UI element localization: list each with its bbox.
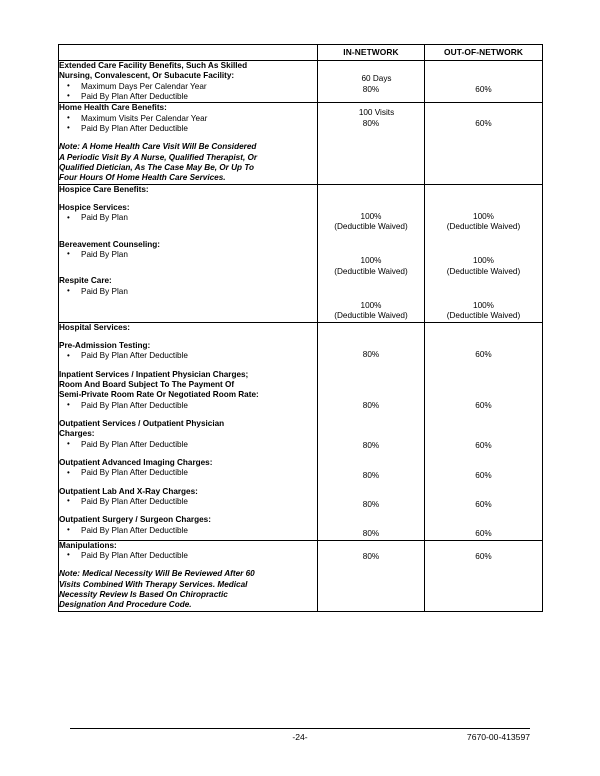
manipulations-note-line-4: Designation And Procedure Code. bbox=[59, 600, 192, 610]
hospice-description-cell bbox=[59, 184, 318, 322]
pre-admission-testing-in-network: 80% bbox=[362, 349, 380, 359]
bereavement-out-of-network-note: (Deductible Waived) bbox=[446, 266, 521, 276]
extended-care-in-network-cell bbox=[318, 61, 425, 103]
respite-out-of-network-note: (Deductible Waived) bbox=[446, 311, 521, 321]
home-health-note-line-1: Note: A Home Health Care Visit Will Be Considered bbox=[59, 142, 257, 152]
table-header-row bbox=[59, 45, 543, 61]
inpatient-services-title-line-1: Inpatient Services / Inpatient Physician Charges; bbox=[59, 369, 249, 379]
extended-care-max-days-value: 60 Days bbox=[361, 74, 392, 83]
footer-divider bbox=[70, 728, 530, 729]
outpatient-services-in-network: 80% bbox=[362, 441, 380, 451]
inpatient-services-in-network: 80% bbox=[362, 400, 380, 410]
extended-care-heading-line-2: Nursing, Convalescent, Or Subacute Facility: bbox=[59, 71, 235, 81]
inpatient-services-title-line-3: Semi-Private Room Rate Or Negotiated Room Rate: bbox=[59, 390, 259, 400]
manipulations-out-of-network-cell bbox=[425, 540, 543, 611]
manipulations-note-line-1: Note: Medical Necessity Will Be Reviewed After 60 bbox=[59, 569, 255, 579]
manipulations-description-cell bbox=[59, 540, 318, 611]
table-row-extended-care-facility bbox=[59, 61, 543, 103]
extended-care-out-of-network-paid: 60% bbox=[475, 85, 492, 94]
hospice-services-title: Hospice Services: bbox=[59, 202, 130, 212]
home-health-max-visits-value: 100 Visits bbox=[358, 108, 395, 118]
home-health-in-network-cell bbox=[318, 103, 425, 184]
home-health-out-of-network-paid: 60% bbox=[475, 119, 492, 129]
bereavement-in-network-note: (Deductible Waived) bbox=[334, 266, 408, 276]
hospital-services-in-network-cell bbox=[318, 322, 425, 540]
manipulations-in-network-value: 80% bbox=[362, 551, 380, 561]
column-header-out-of-network: OUT-OF-NETWORK bbox=[425, 45, 543, 61]
respite-care-item: • Paid By Plan bbox=[59, 287, 317, 297]
home-health-in-network-paid: 80% bbox=[362, 119, 380, 129]
manipulations-note-line-3: Necessity Review Is Based On Chiropractic bbox=[59, 589, 228, 599]
manipulations-item: • Paid By Plan After Deductible bbox=[59, 551, 317, 561]
respite-care-title: Respite Care: bbox=[59, 276, 112, 286]
home-health-note-line-3: Qualified Dietician, As The Case May Be, Or Up To bbox=[59, 162, 255, 172]
outpatient-advanced-imaging-out-of-network: 60% bbox=[475, 470, 492, 480]
outpatient-surgery-out-of-network: 60% bbox=[475, 529, 492, 539]
manipulations-heading: Manipulations: bbox=[59, 540, 117, 550]
outpatient-surgery-title: Outpatient Surgery / Surgeon Charges: bbox=[59, 515, 211, 525]
outpatient-services-item: • Paid By Plan After Deductible bbox=[59, 440, 317, 450]
inpatient-services-out-of-network: 60% bbox=[475, 400, 492, 410]
bereavement-in-network-value: 100% bbox=[360, 256, 382, 266]
bereavement-counseling-item: • Paid By Plan bbox=[59, 250, 317, 260]
pre-admission-testing-title: Pre-Admission Testing: bbox=[59, 340, 151, 350]
extended-care-item-max-days: • Maximum Days Per Calendar Year bbox=[59, 82, 317, 92]
outpatient-services-out-of-network: 60% bbox=[475, 441, 492, 451]
outpatient-services-title-line-1: Outpatient Services / Outpatient Physician bbox=[59, 418, 225, 428]
hospital-services-out-of-network-cell bbox=[425, 322, 543, 540]
inpatient-services-title-line-2: Room And Board Subject To The Payment Of bbox=[59, 379, 235, 389]
benefits-schedule-table bbox=[58, 44, 543, 612]
outpatient-services-title-line-2: Charges: bbox=[59, 429, 95, 439]
outpatient-lab-xray-title: Outpatient Lab And X-Ray Charges: bbox=[59, 486, 198, 496]
home-health-note-line-4: Four Hours Of Home Health Care Services. bbox=[59, 173, 226, 183]
hospice-services-in-network-note: (Deductible Waived) bbox=[334, 221, 408, 231]
outpatient-surgery-item: • Paid By Plan After Deductible bbox=[59, 526, 317, 536]
respite-out-of-network-value: 100% bbox=[473, 300, 494, 310]
manipulations-note-line-2: Visits Combined With Therapy Services. Medical bbox=[59, 579, 248, 589]
outpatient-advanced-imaging-in-network: 80% bbox=[362, 470, 380, 480]
outpatient-lab-xray-out-of-network: 60% bbox=[475, 499, 492, 509]
table-row-hospital-services bbox=[59, 322, 543, 540]
table-row-home-health-care bbox=[59, 103, 543, 184]
extended-care-item-paid-by-plan: • Paid By Plan After Deductible bbox=[59, 92, 317, 102]
footer-form-code: 7670-00-413597 bbox=[466, 732, 530, 742]
table-row-hospice-care bbox=[59, 184, 543, 322]
pre-admission-testing-item: • Paid By Plan After Deductible bbox=[59, 351, 317, 361]
manipulations-out-of-network-value: 60% bbox=[475, 551, 492, 561]
inpatient-services-item: • Paid By Plan After Deductible bbox=[59, 401, 317, 411]
hospice-services-out-of-network-note: (Deductible Waived) bbox=[446, 221, 521, 231]
hospital-services-heading: Hospital Services: bbox=[59, 322, 130, 332]
column-header-description bbox=[59, 45, 318, 61]
home-health-heading: Home Health Care Benefits: bbox=[59, 103, 167, 113]
home-health-note-line-2: A Periodic Visit By A Nurse, Qualified Therapist, Or bbox=[59, 152, 258, 162]
respite-in-network-note: (Deductible Waived) bbox=[334, 311, 408, 321]
respite-in-network-value: 100% bbox=[360, 300, 382, 310]
bereavement-counseling-title: Bereavement Counseling: bbox=[59, 239, 161, 249]
extended-care-heading-line-1: Extended Care Facility Benefits, Such As Skilled bbox=[59, 61, 248, 70]
pre-admission-testing-out-of-network: 60% bbox=[475, 349, 492, 359]
manipulations-in-network-cell bbox=[318, 540, 425, 611]
hospice-in-network-cell bbox=[318, 184, 425, 322]
home-health-item-max-visits: • Maximum Visits Per Calendar Year bbox=[59, 114, 317, 124]
hospice-out-of-network-cell bbox=[425, 184, 543, 322]
outpatient-lab-xray-in-network: 80% bbox=[362, 499, 380, 509]
outpatient-lab-xray-item: • Paid By Plan After Deductible bbox=[59, 497, 317, 507]
hospice-services-in-network-value: 100% bbox=[360, 211, 382, 221]
hospice-services-out-of-network-value: 100% bbox=[473, 211, 494, 221]
hospice-heading: Hospice Care Benefits: bbox=[59, 184, 149, 194]
footer-page-number: -24- bbox=[292, 732, 308, 742]
home-health-item-paid-by-plan: • Paid By Plan After Deductible bbox=[59, 124, 317, 134]
table-row-manipulations bbox=[59, 540, 543, 611]
bereavement-out-of-network-value: 100% bbox=[473, 256, 494, 266]
outpatient-advanced-imaging-title: Outpatient Advanced Imaging Charges: bbox=[59, 457, 213, 467]
outpatient-surgery-in-network: 80% bbox=[362, 529, 380, 539]
outpatient-advanced-imaging-item: • Paid By Plan After Deductible bbox=[59, 468, 317, 478]
extended-care-in-network-paid: 80% bbox=[362, 85, 380, 94]
column-header-in-network: IN-NETWORK bbox=[318, 45, 425, 61]
hospice-services-item: • Paid By Plan bbox=[59, 213, 317, 223]
hospital-services-description-cell bbox=[59, 322, 318, 540]
